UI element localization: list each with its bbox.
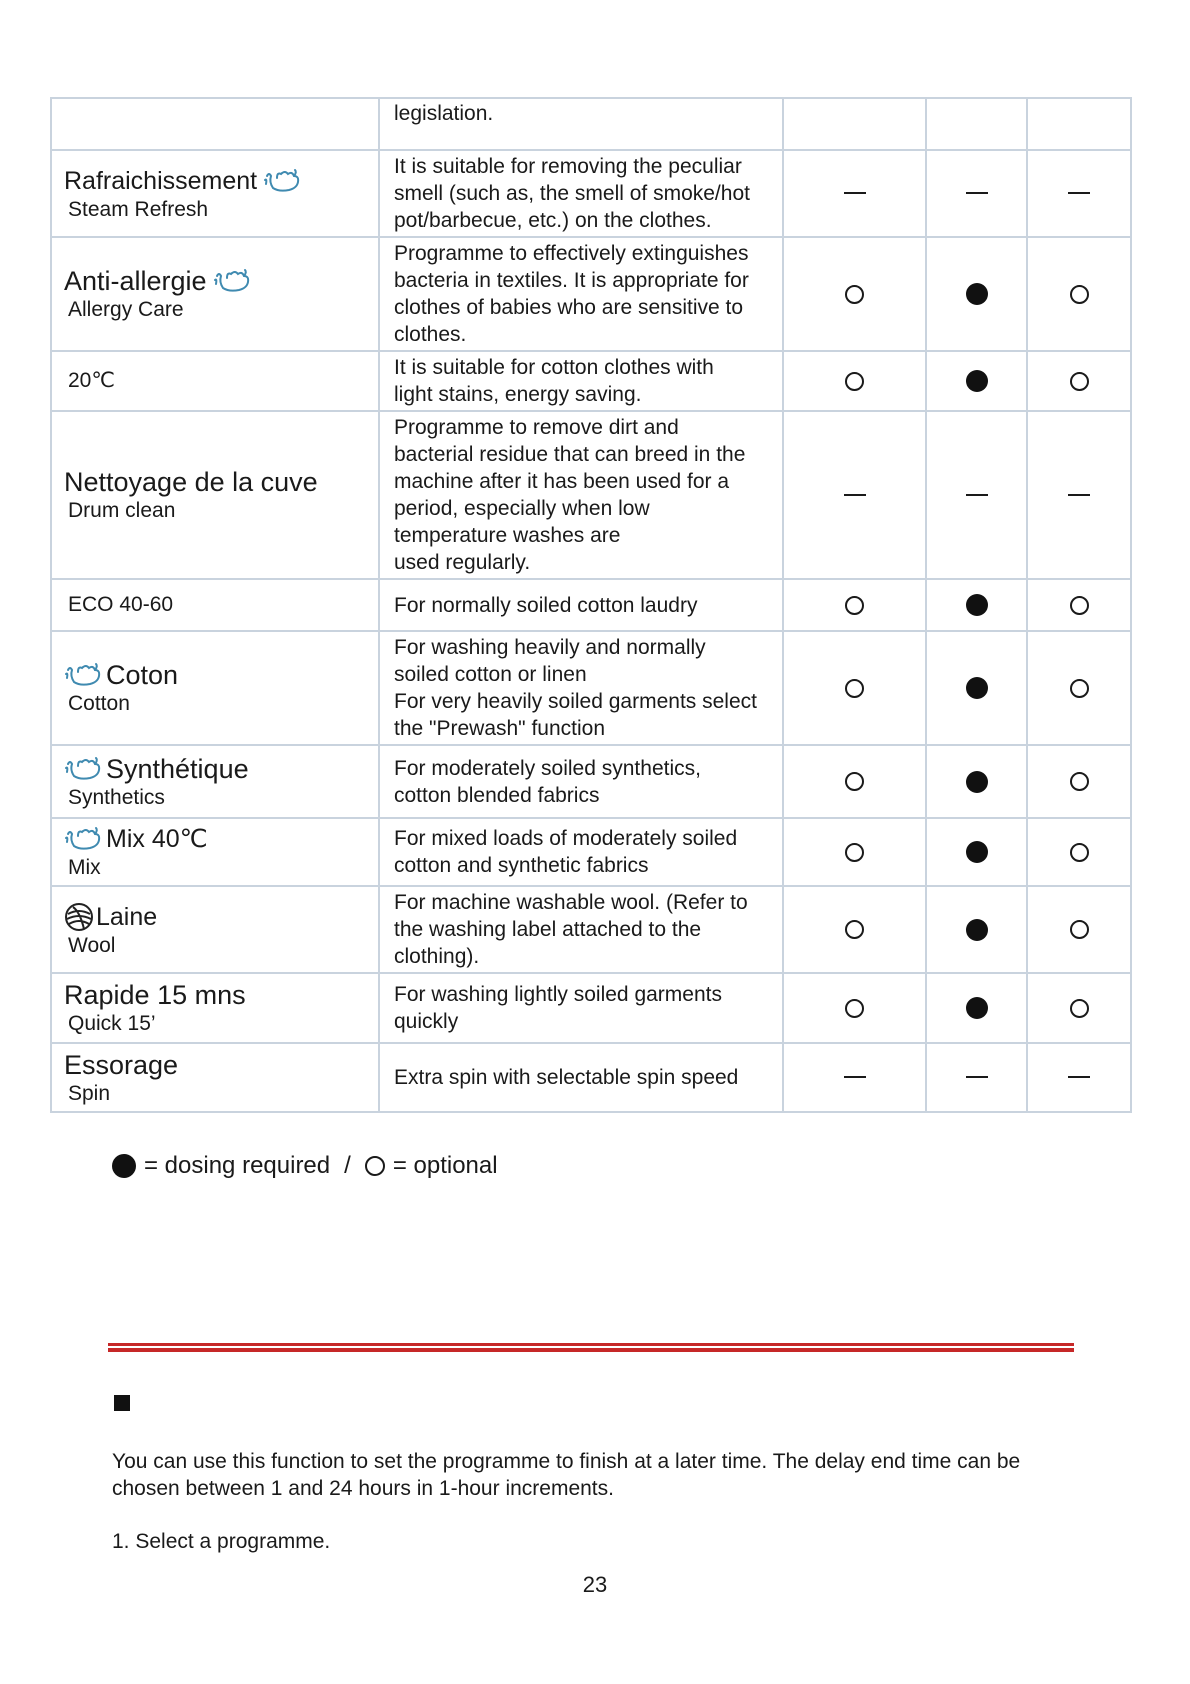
dosing-legend <box>112 1152 498 1180</box>
programme-name-fr-text: Rapide 15 mns <box>64 980 246 1010</box>
programme-name-cell <box>51 973 379 1043</box>
open-circle-icon <box>1070 285 1089 304</box>
programme-description-cell <box>379 631 783 745</box>
dosing-mark-cell <box>1027 411 1131 579</box>
programme-description-cell <box>379 98 783 150</box>
dosing-mark-cell <box>926 1043 1027 1112</box>
wool-icon <box>64 902 94 932</box>
dosing-mark-cell <box>1027 579 1131 631</box>
dosing-mark-cell <box>1027 1043 1131 1112</box>
dosing-mark-cell <box>783 973 926 1043</box>
dosing-mark-cell <box>783 1043 926 1112</box>
table-row <box>51 150 1131 237</box>
filled-circle-icon <box>966 919 988 941</box>
step-1: 1. Select a programme. <box>112 1530 331 1553</box>
open-circle-icon <box>1070 920 1089 939</box>
dosing-mark-cell <box>926 351 1027 411</box>
dosing-mark-cell <box>1027 237 1131 351</box>
description-line: For washing lightly soiled garments <box>394 983 722 1006</box>
filled-circle-icon <box>966 771 988 793</box>
description-line: temperature washes are <box>394 524 621 547</box>
programme-name-fr <box>64 165 378 197</box>
filled-circle-icon <box>966 677 988 699</box>
dosing-mark-cell <box>926 631 1027 745</box>
programme-name-cell <box>51 579 379 631</box>
description-line: Programme to effectively extinguishes <box>394 242 749 265</box>
filled-circle-icon <box>966 997 988 1019</box>
programme-name-cell <box>51 237 379 351</box>
programme-name: 20℃ <box>68 369 115 392</box>
dash-icon <box>1068 494 1090 496</box>
dosing-mark-cell <box>1027 886 1131 973</box>
dosing-mark-cell <box>1027 98 1131 150</box>
dosing-mark-cell <box>783 818 926 886</box>
description-line: quickly <box>394 1010 459 1033</box>
programme-name-en: Quick 15’ <box>68 1012 156 1035</box>
dash-icon <box>844 494 866 496</box>
dosing-mark-cell <box>783 351 926 411</box>
programme-name-fr-text: Coton <box>106 660 179 690</box>
programme-name-fr <box>64 1049 378 1081</box>
dosing-mark-cell <box>926 98 1027 150</box>
programme-name-cell <box>51 818 379 886</box>
steam-icon <box>263 168 301 194</box>
legend-optional-label: = optional <box>392 1152 498 1179</box>
programme-name-fr-text: Nettoyage de la cuve <box>64 467 318 497</box>
programme-name-cell <box>51 411 379 579</box>
description-line: bacteria in textiles. It is appropriate for <box>394 269 749 292</box>
open-circle-icon <box>845 920 864 939</box>
open-circle-icon <box>1070 596 1089 615</box>
dosing-mark-cell <box>1027 973 1131 1043</box>
dosing-mark-cell <box>1027 150 1131 237</box>
description-line: Extra spin with selectable spin speed <box>394 1066 739 1089</box>
open-circle-icon <box>365 1156 385 1176</box>
open-circle-icon <box>1070 999 1089 1018</box>
programme-name-fr <box>64 659 378 691</box>
description-line: bacterial residue that can breed in the <box>394 443 746 466</box>
dosing-mark-cell <box>926 237 1027 351</box>
open-circle-icon <box>845 679 864 698</box>
programme-name-en: Wool <box>68 933 116 957</box>
dash-icon <box>966 494 988 496</box>
open-circle-icon <box>845 285 864 304</box>
programme-name-cell <box>51 886 379 973</box>
description-line: cotton and synthetic fabrics <box>394 854 649 877</box>
section-divider <box>108 1343 1074 1352</box>
open-circle-icon <box>845 843 864 862</box>
programme-description-cell <box>379 237 783 351</box>
description-line: For very heavily soiled garments select <box>394 690 757 713</box>
dash-icon <box>844 1076 866 1078</box>
description-line: smell (such as, the smell of smoke/hot <box>394 182 750 205</box>
programme-description-cell <box>379 973 783 1043</box>
dash-icon <box>1068 1076 1090 1078</box>
programme-name-cell <box>51 745 379 818</box>
programme-name-fr <box>64 823 378 855</box>
legend-required-label: = dosing required <box>144 1152 331 1179</box>
programme-description-cell <box>379 150 783 237</box>
open-circle-icon <box>1070 772 1089 791</box>
programme-name-cell <box>51 1043 379 1112</box>
dosing-mark-cell <box>926 973 1027 1043</box>
programme-name-fr-text: Essorage <box>64 1049 179 1080</box>
programme-name-fr-text: Laine <box>96 902 158 931</box>
programme-name-en: Spin <box>68 1081 111 1105</box>
steam-icon <box>64 756 102 782</box>
dosing-mark-cell <box>783 579 926 631</box>
dosing-mark-cell <box>783 98 926 150</box>
filled-circle-icon <box>966 841 988 863</box>
programme-description-cell <box>379 886 783 973</box>
description-line: For moderately soiled synthetics, <box>394 756 701 780</box>
programme-name-fr <box>64 901 378 933</box>
description-line: the "Prewash" function <box>394 717 606 740</box>
table-row <box>51 631 1131 745</box>
dosing-mark-cell <box>783 631 926 745</box>
table-row <box>51 411 1131 579</box>
programme-description-cell <box>379 579 783 631</box>
square-bullet-icon <box>114 1395 130 1411</box>
page-number: 23 <box>582 1572 608 1597</box>
dash-icon <box>844 192 866 194</box>
programme-name-en: Synthetics <box>68 785 165 809</box>
programme-description-cell <box>379 745 783 818</box>
delay-end-paragraph: You can use this function to set the programme to finish at a later time. The delay end time can be chosen between 1 and 24 hours in 1-hour increments. <box>112 1450 1021 1500</box>
description-line: pot/barbecue, etc.) on the clothes. <box>394 209 712 232</box>
description-line: the washing label attached to the <box>394 918 702 941</box>
programme-name-fr-text: Synthétique <box>106 753 249 784</box>
table-row <box>51 351 1131 411</box>
programme-name-en: Drum clean <box>68 499 176 522</box>
programme-name-fr <box>64 466 378 498</box>
description-line: period, especially when low <box>394 497 650 520</box>
programme-name-cell <box>51 98 379 150</box>
programme-name: ECO 40-60 <box>68 593 174 616</box>
description-line: Programme to remove dirt and <box>394 416 679 439</box>
steam-icon <box>64 826 102 852</box>
programme-description-cell <box>379 818 783 886</box>
programme-name-fr-text: Anti-allergie <box>64 266 207 296</box>
dosing-mark-cell <box>926 886 1027 973</box>
description-line: legislation. <box>394 101 494 125</box>
filled-circle-icon <box>966 594 988 616</box>
open-circle-icon <box>845 372 864 391</box>
programme-name-en: Steam Refresh <box>68 197 209 221</box>
description-line: light stains, energy saving. <box>394 383 642 406</box>
description-line: soiled cotton or linen <box>394 663 587 686</box>
filled-circle-icon <box>966 370 988 392</box>
description-line: It is suitable for cotton clothes with <box>394 356 714 379</box>
programme-name-fr <box>64 979 378 1011</box>
description-line: machine after it has been used for a <box>394 470 730 493</box>
table-row <box>51 886 1131 973</box>
open-circle-icon <box>845 596 864 615</box>
dosing-mark-cell <box>1027 351 1131 411</box>
dash-icon <box>966 1076 988 1078</box>
programme-name-fr <box>64 265 378 297</box>
dosing-mark-cell <box>1027 631 1131 745</box>
dosing-mark-cell <box>783 745 926 818</box>
programme-name-fr-text: Rafraichissement <box>64 166 258 195</box>
description-line: For machine washable wool. (Refer to <box>394 891 748 914</box>
programme-name-cell <box>51 150 379 237</box>
programme-description-cell <box>379 411 783 579</box>
steam-icon <box>64 662 102 688</box>
programme-name-cell <box>51 631 379 745</box>
description-line: It is suitable for removing the peculiar <box>394 155 742 178</box>
programme-name-en: Cotton <box>68 692 130 715</box>
table-row <box>51 973 1131 1043</box>
table-row <box>51 745 1131 818</box>
steam-icon <box>213 268 251 294</box>
programme-description-cell <box>379 1043 783 1112</box>
programme-description-cell <box>379 351 783 411</box>
description-line: For normally soiled cotton laudry <box>394 593 698 617</box>
dosing-mark-cell <box>783 411 926 579</box>
dash-icon <box>966 192 988 194</box>
description-line: cotton blended fabrics <box>394 783 600 807</box>
dosing-mark-cell <box>783 886 926 973</box>
open-circle-icon <box>1070 679 1089 698</box>
table-row <box>51 237 1131 351</box>
table-row <box>51 818 1131 886</box>
open-circle-icon <box>845 772 864 791</box>
programme-name-cell <box>51 351 379 411</box>
description-line: used regularly. <box>394 551 531 574</box>
description-line: clothes of babies who are sensitive to <box>394 296 744 319</box>
description-line: For mixed loads of moderately soiled <box>394 827 738 850</box>
dosing-mark-cell <box>783 150 926 237</box>
programme-table-body <box>51 98 1131 1112</box>
legend-separator: / <box>344 1152 351 1179</box>
programme-name-en: Allergy Care <box>68 298 184 321</box>
programme-name-en: Mix <box>68 856 101 879</box>
filled-circle-icon <box>966 283 988 305</box>
dash-icon <box>1068 192 1090 194</box>
description-line: clothes. <box>394 323 467 346</box>
dosing-mark-cell <box>926 745 1027 818</box>
dosing-mark-cell <box>1027 818 1131 886</box>
table-row <box>51 98 1131 150</box>
programme-table <box>50 97 1132 1113</box>
table-row <box>51 579 1131 631</box>
filled-circle-icon <box>112 1154 136 1178</box>
dosing-mark-cell <box>783 237 926 351</box>
programme-name-fr <box>64 753 378 785</box>
programme-name-fr-text: Mix 40℃ <box>106 825 208 853</box>
dosing-mark-cell <box>1027 745 1131 818</box>
dosing-mark-cell <box>926 818 1027 886</box>
description-line: For washing heavily and normally <box>394 636 706 659</box>
dosing-mark-cell <box>926 150 1027 237</box>
open-circle-icon <box>1070 372 1089 391</box>
dosing-mark-cell <box>926 411 1027 579</box>
description-line: clothing). <box>394 945 480 968</box>
open-circle-icon <box>1070 843 1089 862</box>
table-row <box>51 1043 1131 1112</box>
open-circle-icon <box>845 999 864 1018</box>
dosing-mark-cell <box>926 579 1027 631</box>
